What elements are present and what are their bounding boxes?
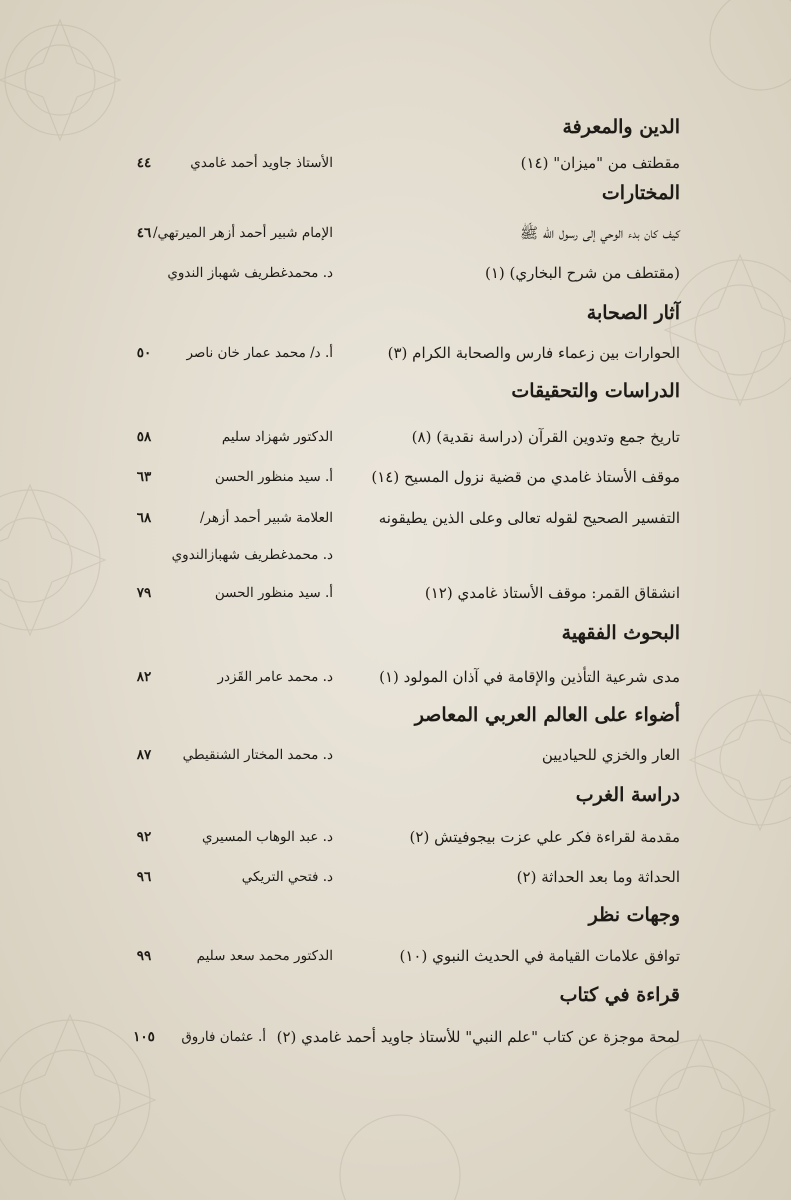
entry-author: الدكتور شهزاد سليم	[221, 429, 333, 445]
toc-entry[interactable]	[0, 220, 791, 246]
toc-entry[interactable]	[0, 1024, 791, 1050]
entry-title: العار والخزي للحياديين	[541, 746, 680, 764]
entry-page-number: ٦٣	[136, 469, 152, 485]
entry-title: لمحة موجزة عن كتاب "علم النبي" للأستاذ جاويد أحمد غامدي (٢)	[276, 1028, 680, 1046]
toc-entry[interactable]	[0, 340, 791, 366]
entry-title: الحوارات بين زعماء فارس والصحابة الكرام (٣)	[387, 344, 680, 362]
section-heading-arab-world: أضواء على العالم العربي المعاصر	[414, 704, 680, 726]
section-heading-selections: المختارات	[601, 182, 680, 204]
section-heading-religion-knowledge: الدين والمعرفة	[562, 116, 680, 138]
entry-author: الدكتور محمد سعد سليم	[196, 948, 333, 964]
toc-entry[interactable]	[0, 505, 791, 531]
entry-page-number: ٨٧	[136, 747, 152, 763]
entry-author: العلامة شبير أحمد أزهر/	[199, 510, 333, 526]
entry-page-number: ٤٦	[136, 225, 152, 241]
entry-author: أ. د/ محمد عمار خان ناصر	[186, 345, 333, 361]
entry-author: د. محمدغطريف شهباز الندوي	[167, 265, 333, 281]
section-heading-book-reading: قراءة في كتاب	[559, 984, 680, 1006]
section-heading-fiqh: البحوث الفقهية	[561, 622, 680, 644]
toc-entry[interactable]	[0, 150, 791, 176]
entry-title: كيف كان بدء الوحي إلى رسول الله ﷺ	[520, 224, 680, 242]
toc-entry[interactable]	[0, 424, 791, 450]
toc-entry-continuation	[0, 260, 791, 286]
entry-title: انشقاق القمر: موقف الأستاذ غامدي (١٢)	[424, 584, 680, 602]
entry-title: التفسير الصحيح لقوله تعالى وعلى الذين يطيقونه	[378, 509, 680, 527]
toc-entry[interactable]	[0, 742, 791, 768]
entry-author: أ. عثمان فاروق	[181, 1029, 266, 1045]
entry-page-number: ٧٩	[136, 585, 152, 601]
entry-page-number: ٥٨	[136, 429, 152, 445]
entry-author: الأستاذ جاويد أحمد غامدي	[190, 155, 333, 171]
entry-author: د. محمدغطريف شهبازالندوي	[171, 547, 333, 563]
entry-author: الإمام شبير أحمد أزهر الميرتهي/	[152, 225, 333, 241]
entry-title: الحداثة وما بعد الحداثة (٢)	[516, 868, 680, 886]
section-heading-western-studies: دراسة الغرب	[575, 784, 680, 806]
entry-title: موقف الأستاذ غامدي من قضية نزول المسيح (١٤)	[371, 468, 680, 486]
toc-entry[interactable]	[0, 464, 791, 490]
toc-entry[interactable]	[0, 580, 791, 606]
entry-page-number: ٩٩	[136, 948, 152, 964]
section-heading-viewpoints: وجهات نظر	[588, 904, 680, 926]
entry-page-number: ١٠٥	[133, 1029, 155, 1045]
toc-entry[interactable]	[0, 943, 791, 969]
section-heading-studies: الدراسات والتحقيقات	[511, 380, 680, 402]
toc-entry-continuation	[0, 542, 791, 568]
entry-author: د. فتحي التريكي	[241, 869, 333, 885]
entry-page-number: ٨٢	[136, 669, 152, 685]
toc-entry[interactable]	[0, 864, 791, 890]
toc-entry[interactable]	[0, 664, 791, 690]
entry-title: تاريخ جمع وتدوين القرآن (دراسة نقدية) (٨)	[411, 428, 680, 446]
entry-title: (مقتطف من شرح البخاري) (١)	[484, 264, 680, 282]
entry-page-number: ٤٤	[136, 155, 152, 171]
entry-title: مقطتف من "ميزان" (١٤)	[520, 154, 680, 172]
entry-author: أ. سيد منظور الحسن	[214, 469, 333, 485]
entry-page-number: ٩٢	[136, 829, 152, 845]
section-heading-companions: آثار الصحابة	[586, 302, 680, 324]
entry-author: د. محمد المختار الشنقيطي	[182, 747, 333, 763]
entry-author: د. محمد عامر القَزدر	[217, 669, 333, 685]
entry-author: د. عبد الوهاب المسيري	[202, 829, 333, 845]
entry-title: مدى شرعية التأذين والإقامة في آذان المولود (١)	[379, 668, 680, 686]
entry-page-number: ٦٨	[136, 510, 152, 526]
toc-entry[interactable]	[0, 824, 791, 850]
entry-title: توافق علامات القيامة في الحديث النبوي (١٠)	[399, 947, 680, 965]
entry-page-number: ٩٦	[136, 869, 152, 885]
entry-author: أ. سيد منظور الحسن	[214, 585, 333, 601]
entry-page-number: ٥٠	[136, 345, 152, 361]
entry-title: مقدمة لقراءة فكر علي عزت بيجوفيتش (٢)	[409, 828, 680, 846]
